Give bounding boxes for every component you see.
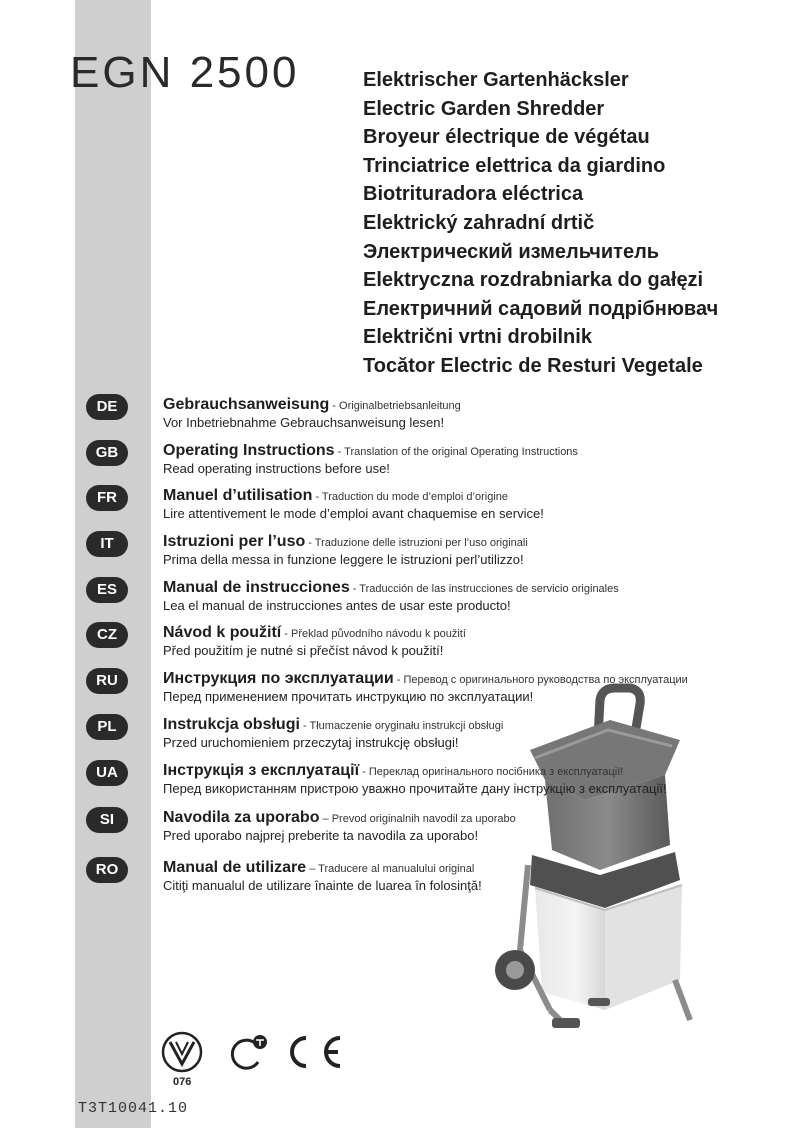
language-row-si <box>0 807 808 851</box>
language-row-it <box>0 531 808 575</box>
language-row-ru <box>0 668 808 712</box>
document-code: T3T10041.10 <box>78 1100 189 1117</box>
product-title-fr: Broyeur électrique de végétau <box>363 126 650 149</box>
ce-mark-icon <box>292 1038 340 1066</box>
instructions-subtitle: – Traducere al manualului original <box>306 863 475 875</box>
instructions-note: Prima della messa in funzione leggere le istruzioni perl’utilizzo! <box>163 552 524 567</box>
product-title-it: Trinciatrice elettrica da giardino <box>363 154 666 177</box>
instructions-subtitle: - Traduction du mode d’emploi d’origine <box>312 491 509 503</box>
instructions-note: Před použitím je nutné si přečíst návod k použití! <box>163 643 444 658</box>
language-badge: DE <box>86 394 128 420</box>
product-title-ru: Электрический измельчитель <box>363 240 660 263</box>
gost-r-mark-icon <box>232 1035 267 1068</box>
product-title-ro: Tocător Electric de Resturi Vegetale <box>363 354 703 377</box>
instructions-title: Manuel d’utilisation <box>163 487 313 504</box>
instructions-subtitle: - Traducción de las instrucciones de servicio originales <box>349 583 619 595</box>
ukrsepro-mark-icon <box>163 1033 201 1071</box>
instructions-note: Перед применением прочитать инструкцию по эксплуатации! <box>163 689 534 704</box>
product-title-list <box>363 66 718 381</box>
language-row-fr <box>0 485 808 529</box>
instructions-note: Lire attentivement le mode d’emploi avant chaquemise en service! <box>163 506 544 521</box>
product-title-en: Electric Garden Shredder <box>363 97 605 120</box>
instructions-note: Перед використанням пристрою уважно прочитайте дану інструкцію з експлуатації! <box>163 781 667 796</box>
instructions-title: Operating Instructions <box>163 442 335 459</box>
product-title-es: Biotrituradora eléctrica <box>363 183 584 206</box>
instructions-title: Инструкция по эксплуатации <box>163 670 394 687</box>
instructions-note: Przed uruchomieniem przeczytaj instrukcję obsługi! <box>163 735 459 750</box>
language-row-pl <box>0 714 808 758</box>
instructions-title: Інструкція з експлуатації <box>163 762 360 779</box>
language-row-es <box>0 577 808 621</box>
instructions-subtitle: - Tłumaczenie oryginału instrukcji obsługi <box>299 720 504 732</box>
certification-number: 076 <box>173 1076 192 1088</box>
model-number: EGN 2500 <box>70 48 300 97</box>
language-badge: FR <box>86 485 128 511</box>
language-badge: UA <box>86 760 128 786</box>
product-title-pl: Elektryczna rozdrabniarka do gałęzi <box>363 269 704 292</box>
instructions-note: Read operating instructions before use! <box>163 461 390 476</box>
instructions-title: Instrukcja obsługi <box>163 716 300 733</box>
language-badge: ES <box>86 577 128 603</box>
instructions-subtitle: - Originalbetriebsanleitung <box>329 400 461 412</box>
product-title-ua: Електричний садовий подрібнювач <box>363 297 719 320</box>
product-title-cz: Elektrický zahradní drtič <box>363 211 595 234</box>
instructions-subtitle: - Překlad původního návodu k použití <box>281 628 466 640</box>
language-badge: RO <box>86 857 128 883</box>
language-row-gb <box>0 440 808 484</box>
instructions-title: Manual de utilizare <box>163 859 307 876</box>
language-row-ua <box>0 760 808 804</box>
instructions-note: Citiţi manualul de utilizare înainte de luarea în folosinţă! <box>163 878 482 893</box>
language-badge: GB <box>86 440 128 466</box>
instructions-title: Istruzioni per l’uso <box>163 533 306 550</box>
instructions-title: Manual de instrucciones <box>163 579 350 596</box>
language-row-de <box>0 394 808 438</box>
instructions-subtitle: – Prevod originalnih navodil za uporabo <box>319 813 516 825</box>
instructions-title: Navodila za uporabo <box>163 809 320 826</box>
language-badge: CZ <box>86 622 128 648</box>
instructions-subtitle: - Перевод с оригинального руководства по эксплуатации <box>393 674 688 686</box>
instructions-title: Návod k použití <box>163 624 282 641</box>
language-badge: IT <box>86 531 128 557</box>
instructions-title: Gebrauchsanweisung <box>163 396 330 413</box>
language-badge: SI <box>86 807 128 833</box>
instructions-subtitle: - Переклад оригінального посібника з експлуатації! <box>359 766 624 778</box>
product-title-si: Električni vrtni drobilnik <box>363 326 592 349</box>
instructions-note: Pred uporabo najprej preberite ta navodila za uporabo! <box>163 828 479 843</box>
instructions-note: Vor Inbetriebnahme Gebrauchsanweisung lesen! <box>163 415 445 430</box>
instructions-note: Lea el manual de instrucciones antes de usar este producto! <box>163 598 511 613</box>
language-badge: RU <box>86 668 128 694</box>
product-title-de: Elektrischer Gartenhäcksler <box>363 69 629 91</box>
language-row-ro <box>0 857 808 901</box>
language-row-cz <box>0 622 808 666</box>
language-badge: PL <box>86 714 128 740</box>
instructions-subtitle: - Translation of the original Operating Instructions <box>334 446 578 458</box>
instructions-subtitle: - Traduzione delle istruzioni per l’uso originali <box>305 537 528 549</box>
